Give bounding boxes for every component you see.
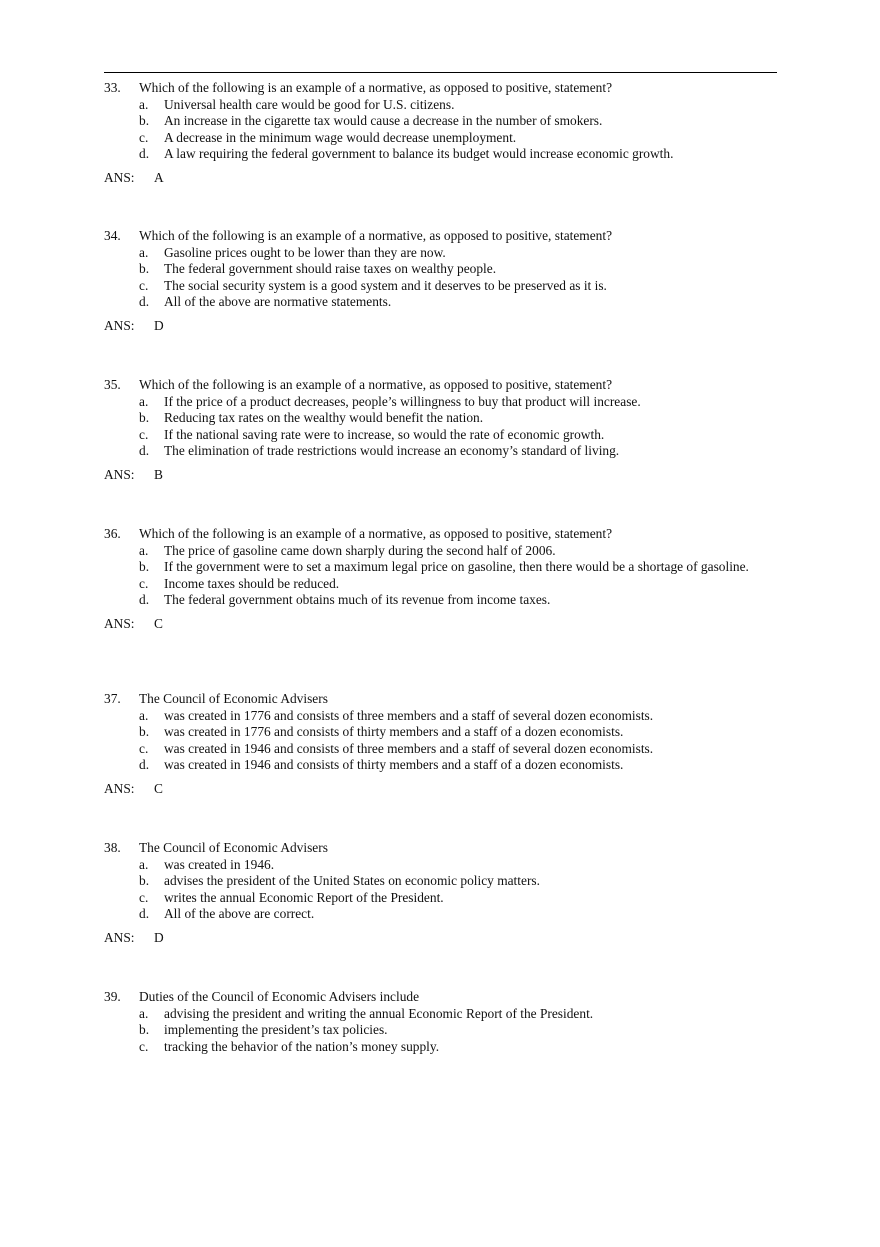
question-number: 39. xyxy=(104,989,121,1004)
option-text: writes the annual Economic Report of the President. xyxy=(164,889,444,905)
option-list xyxy=(104,97,754,163)
option-letter: a. xyxy=(139,96,149,112)
option-letter: d. xyxy=(139,146,150,161)
question-stem xyxy=(104,840,754,857)
option-letter: d. xyxy=(139,906,150,921)
question-number: 33. xyxy=(104,80,121,95)
answer-line xyxy=(104,170,754,187)
option-list xyxy=(104,1006,754,1056)
answer-line xyxy=(104,467,754,484)
option-text: advising the president and writing the annual Economic Report of the President. xyxy=(164,1005,594,1021)
option-c xyxy=(104,427,754,444)
option-letter: d. xyxy=(139,757,150,772)
option-letter: b. xyxy=(139,873,150,888)
question-stem xyxy=(104,377,754,394)
option-text: advises the president of the United States on economic policy matters. xyxy=(164,873,540,888)
option-c xyxy=(104,741,754,758)
answer-label: ANS: xyxy=(104,169,135,185)
option-letter: a. xyxy=(139,856,149,872)
question-39 xyxy=(104,989,754,1055)
answer-value: A xyxy=(154,169,164,185)
answer-line xyxy=(104,781,754,798)
option-letter: c. xyxy=(139,1038,149,1054)
option-letter: a. xyxy=(139,707,149,723)
option-letter: d. xyxy=(139,443,150,458)
answer-label: ANS: xyxy=(104,615,135,631)
answer-value: D xyxy=(154,317,164,333)
option-b xyxy=(104,113,754,130)
option-text: implementing the president’s tax policies. xyxy=(164,1022,388,1037)
option-c xyxy=(104,278,754,295)
option-b xyxy=(104,873,754,890)
option-a xyxy=(104,1006,754,1023)
answer-value: C xyxy=(154,780,163,796)
option-b xyxy=(104,261,754,278)
answer-label: ANS: xyxy=(104,929,135,945)
option-text: was created in 1946. xyxy=(164,856,275,872)
question-36 xyxy=(104,526,754,632)
question-number: 37. xyxy=(104,691,121,706)
option-a xyxy=(104,245,754,262)
option-c xyxy=(104,890,754,907)
option-text: Income taxes should be reduced. xyxy=(164,575,340,591)
option-b xyxy=(104,559,754,576)
question-number: 38. xyxy=(104,840,121,855)
question-35 xyxy=(104,377,754,483)
question-stem xyxy=(104,989,754,1006)
question-stem xyxy=(104,526,754,543)
option-d xyxy=(104,906,754,923)
option-text: Reducing tax rates on the wealthy would benefit the nation. xyxy=(164,410,484,425)
option-list xyxy=(104,245,754,311)
question-number: 35. xyxy=(104,377,121,392)
answer-value: B xyxy=(154,466,163,482)
option-d xyxy=(104,294,754,311)
option-letter: a. xyxy=(139,244,149,260)
question-34 xyxy=(104,228,754,334)
option-a xyxy=(104,394,754,411)
option-letter: c. xyxy=(139,129,149,145)
option-list xyxy=(104,543,754,609)
question-text: Which of the following is an example of a normative, as opposed to positive, statement? xyxy=(139,228,613,243)
question-38 xyxy=(104,840,754,946)
question-33 xyxy=(104,80,754,186)
option-text: The price of gasoline came down sharply during the second half of 2006. xyxy=(164,542,556,558)
option-a xyxy=(104,543,754,560)
question-text: Which of the following is an example of a normative, as opposed to positive, statement? xyxy=(139,377,613,392)
option-letter: c. xyxy=(139,575,149,591)
question-stem xyxy=(104,691,754,708)
option-list xyxy=(104,708,754,774)
option-text: The elimination of trade restrictions would increase an economy’s standard of living. xyxy=(164,443,620,458)
option-letter: b. xyxy=(139,410,150,425)
question-text: The Council of Economic Advisers xyxy=(139,840,328,855)
option-a xyxy=(104,857,754,874)
option-d xyxy=(104,443,754,460)
option-letter: c. xyxy=(139,889,149,905)
option-text: was created in 1776 and consists of three members and a staff of several dozen economists. xyxy=(164,707,654,723)
option-letter: d. xyxy=(139,592,150,607)
option-letter: d. xyxy=(139,294,150,309)
option-letter: c. xyxy=(139,426,149,442)
question-number: 34. xyxy=(104,228,121,243)
question-number: 36. xyxy=(104,526,121,541)
option-text: All of the above are correct. xyxy=(164,906,315,921)
option-d xyxy=(104,146,754,163)
option-text: Universal health care would be good for U.S. citizens. xyxy=(164,96,455,112)
option-d xyxy=(104,592,754,609)
answer-line xyxy=(104,930,754,947)
option-letter: a. xyxy=(139,393,149,409)
option-letter: c. xyxy=(139,277,149,293)
option-text: Gasoline prices ought to be lower than they are now. xyxy=(164,244,446,260)
answer-value: C xyxy=(154,615,163,631)
option-text: was created in 1946 and consists of three members and a staff of several dozen economists. xyxy=(164,740,654,756)
option-c xyxy=(104,576,754,593)
answer-value: D xyxy=(154,929,164,945)
option-b xyxy=(104,410,754,427)
option-text: A decrease in the minimum wage would decrease unemployment. xyxy=(164,129,517,145)
option-c xyxy=(104,1039,754,1056)
option-text: A law requiring the federal government to balance its budget would increase economic growth. xyxy=(164,146,674,161)
option-letter: b. xyxy=(139,1022,150,1037)
answer-label: ANS: xyxy=(104,780,135,796)
option-letter: c. xyxy=(139,740,149,756)
option-text: If the national saving rate were to increase, so would the rate of economic growth. xyxy=(164,426,605,442)
option-text: was created in 1776 and consists of thirty members and a staff of a dozen economists. xyxy=(164,724,624,739)
option-text: The federal government obtains much of its revenue from income taxes. xyxy=(164,592,551,607)
question-stem xyxy=(104,228,754,245)
question-stem xyxy=(104,80,754,97)
option-letter: b. xyxy=(139,261,150,276)
option-text: An increase in the cigarette tax would cause a decrease in the number of smokers. xyxy=(164,113,603,128)
answer-label: ANS: xyxy=(104,466,135,482)
option-b xyxy=(104,724,754,741)
option-c xyxy=(104,130,754,147)
question-text: Duties of the Council of Economic Advisers include xyxy=(139,989,420,1004)
option-a xyxy=(104,708,754,725)
option-letter: a. xyxy=(139,1005,149,1021)
option-letter: b. xyxy=(139,113,150,128)
option-list xyxy=(104,394,754,460)
top-rule xyxy=(104,72,777,73)
answer-line xyxy=(104,318,754,335)
option-text: If the price of a product decreases, people’s willingness to buy that product will increase. xyxy=(164,393,641,409)
question-text: Which of the following is an example of a normative, as opposed to positive, statement? xyxy=(139,526,613,541)
question-text: Which of the following is an example of a normative, as opposed to positive, statement? xyxy=(139,80,613,95)
option-letter: b. xyxy=(139,559,150,574)
option-list xyxy=(104,857,754,923)
question-37 xyxy=(104,691,754,797)
answer-label: ANS: xyxy=(104,317,135,333)
option-text: The federal government should raise taxes on wealthy people. xyxy=(164,261,497,276)
question-text: The Council of Economic Advisers xyxy=(139,691,328,706)
option-text: All of the above are normative statements. xyxy=(164,294,392,309)
option-text: If the government were to set a maximum legal price on gasoline, then there would be a shortage of gasoline. xyxy=(164,559,749,574)
option-text: was created in 1946 and consists of thirty members and a staff of a dozen economists. xyxy=(164,757,624,772)
answer-line xyxy=(104,616,754,633)
option-text: tracking the behavior of the nation’s money supply. xyxy=(164,1038,440,1054)
option-letter: b. xyxy=(139,724,150,739)
option-letter: a. xyxy=(139,542,149,558)
option-a xyxy=(104,97,754,114)
option-d xyxy=(104,757,754,774)
option-text: The social security system is a good system and it deserves to be preserved as it is. xyxy=(164,277,607,293)
option-b xyxy=(104,1022,754,1039)
